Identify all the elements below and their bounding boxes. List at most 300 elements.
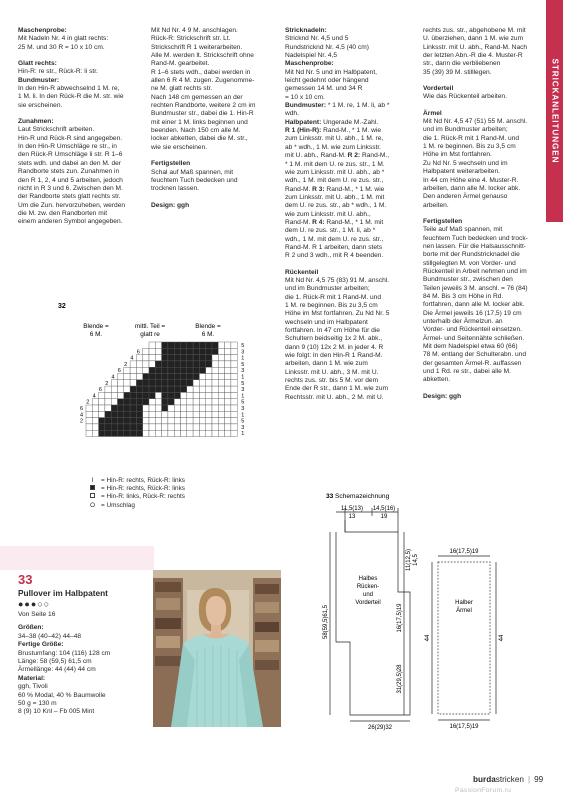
text-line: Rand-M. gearbeitet. [151, 60, 210, 68]
chart-cell [99, 399, 105, 405]
text-line: Rand-M. R 3: Rand-M., * 1 M. wie [285, 185, 385, 193]
chart-cell [99, 424, 105, 430]
text-line: Alle M. werden lt. Strickschrift ohne [151, 52, 254, 60]
text-line: ne M. glatt rechts str. [151, 85, 213, 93]
text-line: Hin-R und Rück-R sind angegeben. [18, 134, 123, 142]
text-line: wie folgt: In den Hin-R 1 Rand-M. [285, 352, 383, 360]
chart-row-label-left: 6 [98, 387, 102, 394]
chart-cell [155, 355, 161, 361]
chart-cell [136, 361, 142, 367]
chart-cell [155, 430, 161, 436]
chart-cell [130, 392, 136, 398]
text-line: Den anderen Ärmel genauso [423, 193, 508, 201]
chart-row-label-left: 4 [111, 374, 115, 381]
legend-symbol [88, 493, 97, 501]
chart-cell [174, 405, 180, 411]
dim-top-1b: 13 [348, 514, 356, 520]
chart-cell [124, 386, 130, 392]
chart-cell [168, 342, 174, 348]
chart-row-label-left: 6 [136, 349, 140, 356]
material-line: 8 (9) 10 Knl – Fb 005 Mint [18, 708, 95, 716]
chart-cell [124, 430, 130, 436]
chart-cell [212, 392, 218, 398]
text-line: Ärmel- und Seitennähte schließen. [423, 334, 525, 342]
chart-cell [118, 411, 124, 417]
chart-cell [162, 430, 168, 436]
chart-cell [193, 380, 199, 386]
chart-cell [181, 424, 187, 430]
text-line: Rück-R: Strickschrift str. Lt. [151, 35, 231, 43]
chart-cell [136, 399, 142, 405]
chart-cell [181, 386, 187, 392]
chart-cell [206, 411, 212, 417]
chart-cell [149, 367, 155, 373]
text-line: Maschenprobe: [18, 27, 67, 34]
chart-cell [168, 399, 174, 405]
text-line: feuchtem Tuch bedecken und trock- [423, 234, 528, 242]
chart-label-right: Blende = [195, 323, 221, 330]
text-line: Rand-M. R 4: Rand-M., * 1 M. mit [285, 218, 384, 226]
chart-cell [199, 386, 205, 392]
chart-cell [99, 411, 105, 417]
chart-cell [193, 361, 199, 367]
dim-sleeve-height-right: 44 [499, 634, 505, 642]
chart-cell [206, 348, 212, 354]
chart-cell [174, 392, 180, 398]
chart-cell [130, 367, 136, 373]
chart-cell [124, 374, 130, 380]
legend-text: = Hin-R: rechts, Rück-R: links [101, 485, 185, 493]
text-line: 1 M. re beginnen. Bis zu 3,5 cm [423, 143, 516, 151]
chart-cell [218, 430, 224, 436]
chart-row-label: 3 [241, 424, 245, 431]
chart-cell [155, 361, 161, 367]
text-line: = 10 x 10 cm. [285, 93, 325, 101]
chart-cell [149, 380, 155, 386]
chart-cell [118, 386, 124, 392]
chart-cell [206, 399, 212, 405]
chart-cell [92, 424, 98, 430]
text-line: Höhe im Mst fortfahren. [423, 151, 492, 159]
text-line: 1 M. re beginnen. Bis zu 3,5 cm [285, 302, 378, 309]
chart-cell [193, 418, 199, 424]
body-label-3: und [362, 592, 374, 598]
chart-cell [231, 411, 237, 417]
text-line: einem anderen Symbol angegeben. [18, 218, 123, 226]
text-line: arbeiten. [423, 201, 449, 209]
legend-item [88, 477, 185, 485]
chart-cell [136, 386, 142, 392]
chart-cell [136, 411, 142, 417]
chart-cell [193, 386, 199, 392]
text-line: 84 M. Bis 3 cm Höhe in Rd. [423, 292, 504, 300]
chart-cell [168, 405, 174, 411]
text-line: Design: ggh [423, 392, 462, 400]
chart-cell [86, 405, 92, 411]
chart-cell [105, 392, 111, 398]
text-line: dem U. re zus. str., ab * wdh., 1 M. [285, 202, 387, 210]
chart-cell [212, 405, 218, 411]
text-line: Mit Nd Nr. 4 9 M. anschlagen. [151, 27, 238, 34]
chart-cell [124, 424, 130, 430]
chart-cell [231, 355, 237, 361]
chart-cell [225, 386, 231, 392]
dim-bottom-width: 26(29)32 [367, 725, 393, 731]
material-line: ggh, Tivoli [18, 683, 48, 691]
chart-cell [168, 361, 174, 367]
chart-cell [231, 342, 237, 348]
chart-cell [212, 386, 218, 392]
text-line: leicht gedehnt oder hängend [285, 77, 369, 85]
watermark: PassionForum.ru [455, 787, 512, 794]
chart-cell [212, 355, 218, 361]
chart-cell [155, 342, 161, 348]
chart-cell [174, 386, 180, 392]
pattern-source: Von Seite 16 [18, 611, 56, 618]
chart-cell [136, 374, 142, 380]
chart-cell [174, 374, 180, 380]
chart-cell [212, 342, 218, 348]
chart-cell [206, 355, 212, 361]
chart-cell [162, 361, 168, 367]
chart-row-label: 3 [241, 387, 245, 394]
text-line: arbeiten, dann 1 M. wie zum [285, 360, 368, 368]
chart-cell [174, 418, 180, 424]
chart-cell [130, 418, 136, 424]
chart-cell [187, 342, 193, 348]
text-line: Schultern beidseitig 1x 2 M. abk., [285, 335, 383, 343]
text-line: wie zum Linksstr. mit U. abh., ab * [285, 168, 385, 176]
chart-cell [231, 386, 237, 392]
text-line: stillgelegten M. von Vorder- und [423, 259, 516, 267]
text-line: Halbpatent: Ungerade M.-Zahl. [285, 118, 379, 126]
chart-cell [225, 399, 231, 405]
text-line: U. überziehen, dann 1 M. wie zum [423, 35, 524, 43]
chart-cell [155, 386, 161, 392]
text-line: Mit Nd Nr. 4,5 47 (51) 55 M. anschl. [423, 118, 528, 126]
chart-row-label: 3 [241, 349, 245, 356]
chart-cell [187, 411, 193, 417]
chart-cell [136, 405, 142, 411]
chart-cell [136, 367, 142, 373]
text-line: zum Linksstr. mit U. abh., 1 M. mit [285, 193, 385, 201]
chart-cell [187, 418, 193, 424]
chart-cell [118, 374, 124, 380]
chart-cell [174, 411, 180, 417]
chart-cell [181, 430, 187, 436]
text-line: Stricknd Nr. 4,5 und 5 [285, 35, 349, 43]
chart-cell [187, 399, 193, 405]
chart-cell [99, 418, 105, 424]
text-line: Mit dem Nadelspiel etwa 60 (66) [423, 343, 518, 351]
text-line: nen lassen. Für die Halsausschnitt- [423, 242, 526, 250]
chart-cell [193, 424, 199, 430]
text-line: Halbpatent weiterarbeiten. [423, 168, 500, 176]
chart-cell [162, 424, 168, 430]
section-tab-label: STRICKANLEITUNGEN [550, 58, 559, 164]
chart-cell [124, 418, 130, 424]
chart-cell [193, 348, 199, 354]
brand: stricken [495, 775, 524, 784]
chart-cell [86, 424, 92, 430]
chart-cell [105, 399, 111, 405]
chart-cell [99, 405, 105, 411]
chart-cell [193, 399, 199, 405]
final-size-heading: Fertige Größe: [18, 641, 64, 649]
chart-cell [155, 392, 161, 398]
chart-cell [218, 392, 224, 398]
chart-cell [174, 380, 180, 386]
chart-cell [143, 355, 149, 361]
chart-cell [149, 430, 155, 436]
chart-cell [111, 424, 117, 430]
chart-cell [168, 348, 174, 354]
chart-cell [149, 411, 155, 417]
chart-cell [124, 367, 130, 373]
text-column-2 [151, 27, 281, 210]
pattern-number: 33 [18, 572, 33, 587]
text-line: R 1–6 stets wdh., dabei werden in [151, 68, 251, 76]
chart-cell [187, 424, 193, 430]
chart-cell [181, 342, 187, 348]
chart-cell [225, 430, 231, 436]
chart-cell [199, 430, 205, 436]
text-line: den Rück-R Umschläge li str. R 1–6 [18, 151, 123, 159]
text-line: fortfahren. In 47 cm Höhe für die [285, 327, 380, 335]
chart-cell [143, 386, 149, 392]
chart-cell [206, 392, 212, 398]
text-line: Wie das Rückenteil arbeiten. [423, 93, 507, 101]
chart-cell [193, 392, 199, 398]
chart-cell [136, 424, 142, 430]
chart-cell [231, 430, 237, 436]
chart-cell [218, 367, 224, 373]
text-line: Laut Strickschrift arbeiten. [18, 126, 95, 134]
chart-cell [231, 367, 237, 373]
page-footer [473, 775, 543, 784]
text-line: In den Hin-R abwechselnd 1 M. re, [18, 85, 120, 93]
chart-cell [162, 386, 168, 392]
knitting-chart [18, 300, 258, 470]
chart-cell [218, 418, 224, 424]
model-photo [153, 570, 281, 727]
chart-cell [231, 405, 237, 411]
chart-cell [168, 392, 174, 398]
chart-cell [187, 380, 193, 386]
chart-cell [187, 361, 193, 367]
chart-cell [149, 361, 155, 367]
text-line: Zu Nd Nr. 5 wechseln und im [423, 159, 508, 167]
chart-row-label: 1 [241, 431, 245, 438]
chart-cell [136, 418, 142, 424]
chart-cell [143, 411, 149, 417]
chart-cell [155, 424, 161, 430]
chart-cell [174, 348, 180, 354]
chart-cell [111, 399, 117, 405]
chart-cell [136, 380, 142, 386]
chart-cell [143, 374, 149, 380]
text-line: und 1 Rd. re str., dabei alle M. [423, 368, 511, 376]
chart-cell [218, 361, 224, 367]
chart-cell [149, 342, 155, 348]
text-line: Stricknadeln: [285, 27, 327, 34]
chart-number: 32 [58, 303, 66, 310]
text-column-4 [423, 27, 540, 401]
chart-cell [149, 424, 155, 430]
chart-cell [199, 348, 205, 354]
legend-text: = Umschlag [101, 501, 135, 509]
text-line: mit U. abh., Rand-M. R 2: Rand-M., [285, 152, 390, 160]
chart-cell [143, 430, 149, 436]
body-label-2: Rücken- [356, 584, 380, 590]
chart-row-label: 5 [241, 361, 245, 368]
legend-item [88, 485, 185, 493]
chart-cell [218, 399, 224, 405]
chart-cell [181, 399, 187, 405]
dim-mid-height: 16(17,5)19 [397, 603, 403, 633]
text-line: Randborte stets zun. Zunahmen in [18, 168, 120, 176]
chart-cell [206, 367, 212, 373]
text-line: allen 6 R 4 M. zugen. Zugenomme- [151, 77, 255, 85]
chart-cell [231, 418, 237, 424]
text-line: Ärmel [423, 109, 442, 117]
chart-cell [187, 392, 193, 398]
chart-cell [149, 418, 155, 424]
chart-cell [181, 367, 187, 373]
chart-cell [105, 418, 111, 424]
chart-cell [118, 430, 124, 436]
chart-cell [105, 405, 111, 411]
text-line: Design: ggh [151, 201, 190, 209]
chart-cell [92, 430, 98, 436]
text-line: die 1. Rück-R mit 1 Rand-M. und [423, 134, 520, 142]
chart-row-label: 5 [241, 418, 245, 425]
chart-cell [231, 374, 237, 380]
chart-cell [124, 380, 130, 386]
chart-cell [111, 430, 117, 436]
text-line: Höhe im Mst fortfahren. Zu Nd Nr. 5 [285, 310, 390, 318]
dim-lower-height: 31(29,5)28 [397, 664, 403, 694]
chart-cell [168, 367, 174, 373]
text-line: In 44 cm Höhe eine 4. Muster-R. [423, 176, 519, 184]
chart-cell [86, 418, 92, 424]
chart-cell [92, 405, 98, 411]
chart-cell [225, 361, 231, 367]
text-line: 25 M. und 30 R = 10 x 10 cm. [18, 43, 105, 51]
text-line: ab * wdh., 1 M. wie zum Linksstr. [285, 143, 382, 151]
text-line: arbeiten, dann alle M. locker abk. [423, 184, 521, 192]
chart-cell [231, 380, 237, 386]
chart-cell [187, 405, 193, 411]
chart-label-mid-2: glatt re [140, 331, 160, 338]
schematic-title: Schemazeichnung [335, 493, 390, 500]
chart-row-label-left: 6 [80, 406, 84, 412]
text-line: Bundmuster str., zwischen den [423, 276, 513, 284]
text-line: unterhalb der Ärmelzun. an [423, 318, 503, 325]
chart-cell [99, 392, 105, 398]
chart-cell [212, 374, 218, 380]
chart-cell [124, 392, 130, 398]
chart-cell [212, 424, 218, 430]
schematic-number: 33 [326, 493, 334, 500]
text-line: dem U. re zus. str., 1 M. li, ab * [285, 227, 376, 235]
text-line: die 1. Rück-R mit 1 Rand-M. und [285, 293, 382, 301]
chart-cell [225, 392, 231, 398]
text-line: Rundstricknd Nr. 4,5 (40 cm) [285, 43, 369, 51]
chart-label-mid: mittl. Teil = [134, 323, 166, 330]
dim-sleeve-top: 16(17,5)19 [449, 549, 479, 555]
text-line: wdh., 1 M. mit dem U. re zus. str., [285, 177, 384, 185]
chart-row-label: 5 [241, 380, 245, 387]
chart-row-label: 1 [241, 412, 245, 419]
chart-cell [199, 399, 205, 405]
text-line: gemessen 14 M. und 34 R [285, 85, 363, 93]
chart-row-label-left: 2 [80, 418, 84, 425]
difficulty-rating: ●●●○○ [18, 599, 51, 609]
chart-cell [149, 399, 155, 405]
legend-item [88, 493, 185, 501]
page-number: 99 [534, 775, 544, 784]
chart-cell [99, 430, 105, 436]
chart-cell [225, 374, 231, 380]
chart-cell [199, 411, 205, 417]
material-line: 60 % Modal, 40 % Baumwolle [18, 691, 106, 699]
chart-cell [187, 386, 193, 392]
chart-cell [149, 348, 155, 354]
schematic-drawing [300, 492, 530, 742]
body-label-1: Halbes [358, 576, 378, 582]
chart-cell [225, 380, 231, 386]
chart-cell [218, 411, 224, 417]
text-line: Linksstr. mit U. abh., Rand-M. Nach [423, 43, 528, 51]
text-line: 1 M. li. In den Rück-R die M. str. wie [18, 93, 124, 101]
chart-cell [181, 392, 187, 398]
chart-row-label-left: 2 [105, 380, 109, 387]
chart-cell [143, 405, 149, 411]
chart-cell [92, 418, 98, 424]
chart-cell [212, 418, 218, 424]
chart-cell [168, 386, 174, 392]
chart-cell [143, 348, 149, 354]
section-tab [546, 0, 563, 222]
final-size-line: Brustumfang: 104 (116) 128 cm [18, 649, 111, 657]
text-line: mit einer 1 M. links beginnen und [151, 118, 248, 126]
chart-cell [105, 424, 111, 430]
chart-cell [225, 411, 231, 417]
chart-cell [162, 399, 168, 405]
chart-cell [162, 355, 168, 361]
text-line: rechten Randborte, weitere 2 cm im [151, 102, 256, 110]
chart-cell [225, 355, 231, 361]
text-line: Teile auf Maß spannen, mit [423, 226, 503, 234]
text-line: rechts zus. str. bis 5 M. vor dem [285, 377, 379, 385]
chart-cell [181, 361, 187, 367]
chart-cell [162, 405, 168, 411]
text-line: Vorderteil [423, 85, 454, 93]
chart-cell [174, 367, 180, 373]
chart-cell [206, 405, 212, 411]
chart-row-label: 1 [241, 374, 245, 381]
chart-cell [155, 411, 161, 417]
chart-cell [199, 418, 205, 424]
chart-cell [187, 355, 193, 361]
dim-vert-top-2: 14,5 [413, 554, 419, 566]
chart-cell [149, 405, 155, 411]
chart-cell [143, 361, 149, 367]
chart-cell [143, 380, 149, 386]
chart-cell [118, 405, 124, 411]
chart-cell [143, 399, 149, 405]
